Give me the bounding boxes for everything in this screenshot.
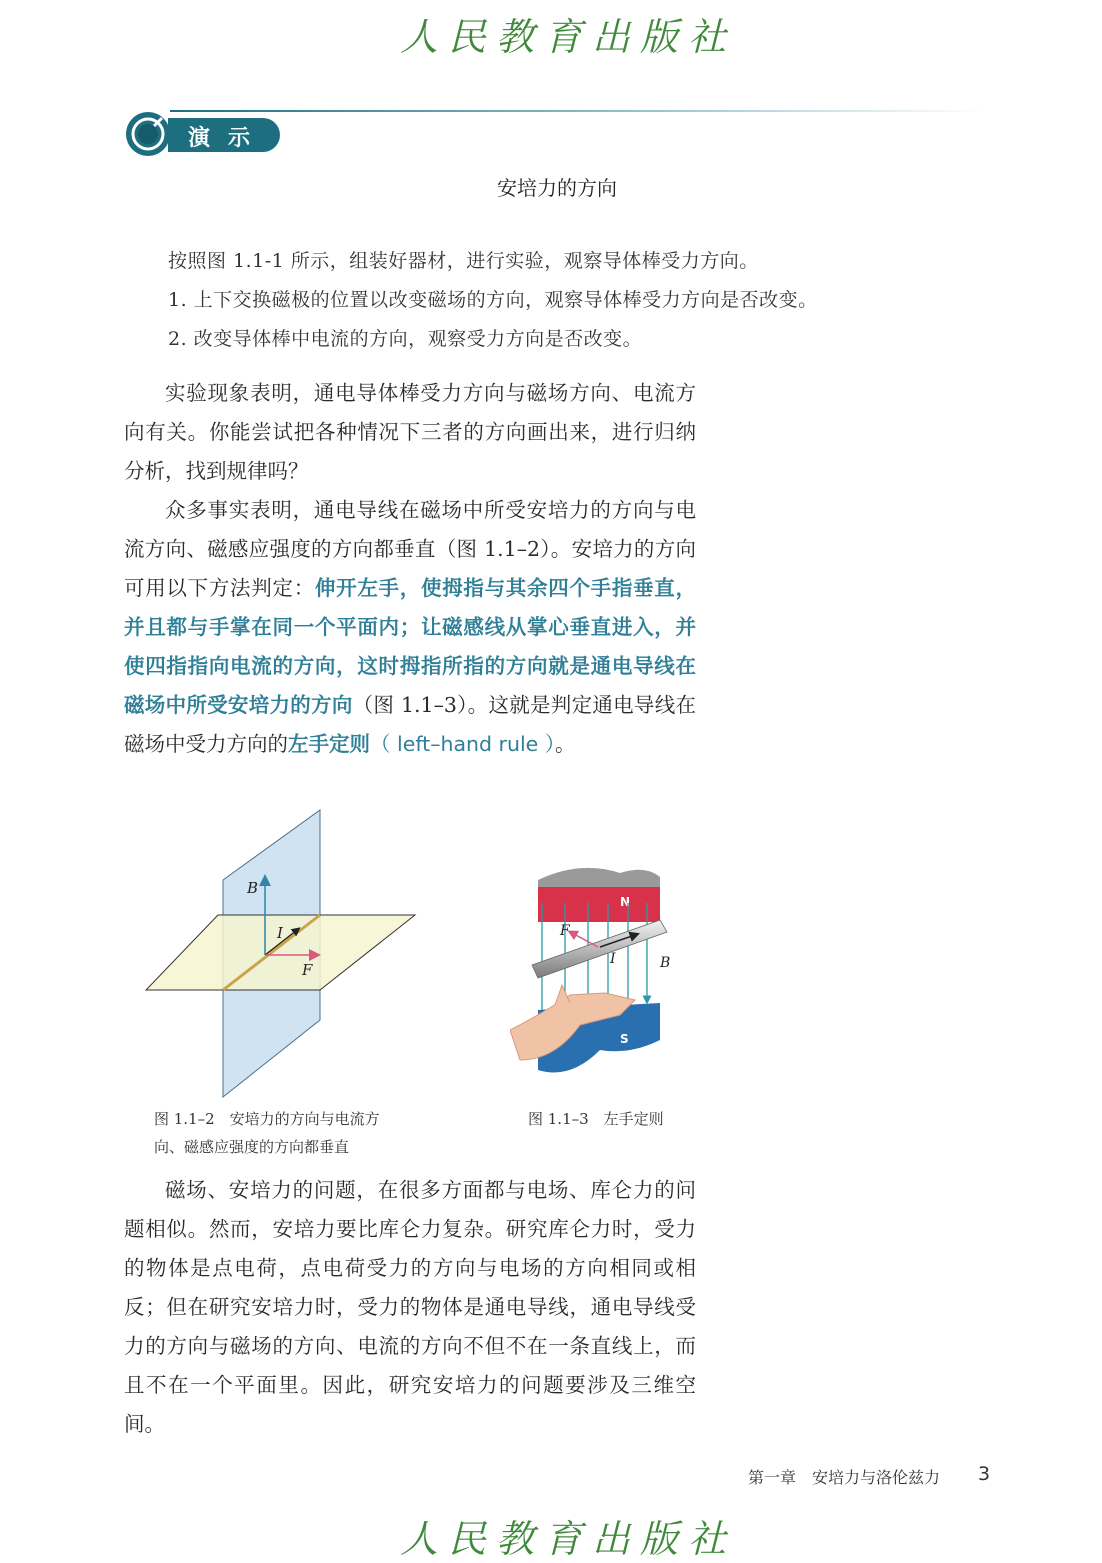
label-i2: I — [610, 951, 616, 967]
page-number: 3 — [978, 1463, 991, 1485]
paragraph-left-hand-rule — [124, 491, 696, 764]
para2-start: 众多事实表明，通电导线在磁场中所受安培力的方向与电流方向、磁感应强度的方向都垂直（图 1.1–2）。安培力的方向可用以下方法判定： — [124, 498, 696, 600]
body-text-upper — [124, 374, 696, 764]
paragraph-experiment-result: 实验现象表明，通电导体棒受力方向与磁场方向、电流方向有关。你能尝试把各种情况下三者的方向画出来，进行归纳分析，找到规律吗？ — [124, 381, 696, 483]
force-arrow — [572, 933, 598, 947]
figure-perpendicular-planes — [140, 805, 425, 1100]
publisher-logo-top: 人民教育出版社 — [400, 15, 737, 59]
paragraph-comparison: 磁场、安培力的问题，在很多方面都与电场、库仑力的问题相似。然而，安培力要比库仑力复杂。研究库仑力时，受力的物体是点电荷，点电荷受力的方向与电场的方向相同或相反；但在研究安培力时，受力的物体是通电导线，通电导线受力的方向与磁场的方向、电流的方向不但不在一条直线上，而且不在一个平面里。因此，研究安培力的问题要涉及三维空间。 — [124, 1178, 696, 1436]
demo-step-intro: 按照图 1.1-1 所示，组装好器材，进行实验，观察导体棒受力方向。 — [168, 250, 759, 272]
demo-step-1: 1. 上下交换磁极的位置以改变磁场的方向，观察导体棒受力方向是否改变。 — [168, 289, 818, 311]
label-f: F — [302, 961, 313, 979]
thumb — [555, 985, 570, 1005]
magnet-top-surface — [538, 868, 660, 890]
para2-end: 。 — [555, 732, 576, 756]
left-hand-rule-english: （ left–hand rule ） — [370, 732, 556, 756]
label-s: S — [620, 1032, 629, 1046]
north-pole-magnet — [538, 887, 660, 922]
label-f2: F — [560, 923, 570, 939]
body-text-lower — [124, 1171, 696, 1444]
left-hand-rule-term: 左手定则 — [288, 732, 370, 756]
label-b: B — [247, 879, 259, 897]
figure-1-caption-line-1: 图 1.1–2 安培力的方向与电流方 — [154, 1110, 380, 1128]
demo-title: 安培力的方向 — [497, 176, 617, 200]
figure-left-hand-rule — [510, 855, 700, 1080]
label-n: N — [620, 895, 631, 909]
figure-2-caption: 图 1.1–3 左手定则 — [528, 1110, 664, 1128]
label-b2: B — [660, 955, 671, 971]
para2-mid: （图 1.1–3）。这就是判定通电导线在磁场中受力方向的 — [124, 693, 696, 756]
figure-1-caption — [154, 1105, 380, 1161]
publisher-logo-bottom: 人民教育出版社 — [400, 1517, 737, 1561]
demo-step-2: 2. 改变导体棒中电流的方向，观察受力方向是否改变。 — [168, 328, 643, 350]
footer-chapter-title: 第一章 安培力与洛伦兹力 — [748, 1468, 941, 1487]
demo-badge-label: 演示 — [188, 126, 269, 151]
header-rule — [170, 110, 985, 112]
label-i: I — [277, 924, 283, 942]
left-hand-rule-statement: 伸开左手，使拇指与其余四个手指垂直，并且都与手掌在同一个平面内；让磁感线从掌心垂直进入，并使四指指向电流的方向，这时拇指所指的方向就是通电导线在磁场中所受安培力的方向 — [124, 576, 697, 717]
figure-1-caption-line-2: 向、磁感应强度的方向都垂直 — [154, 1138, 350, 1156]
